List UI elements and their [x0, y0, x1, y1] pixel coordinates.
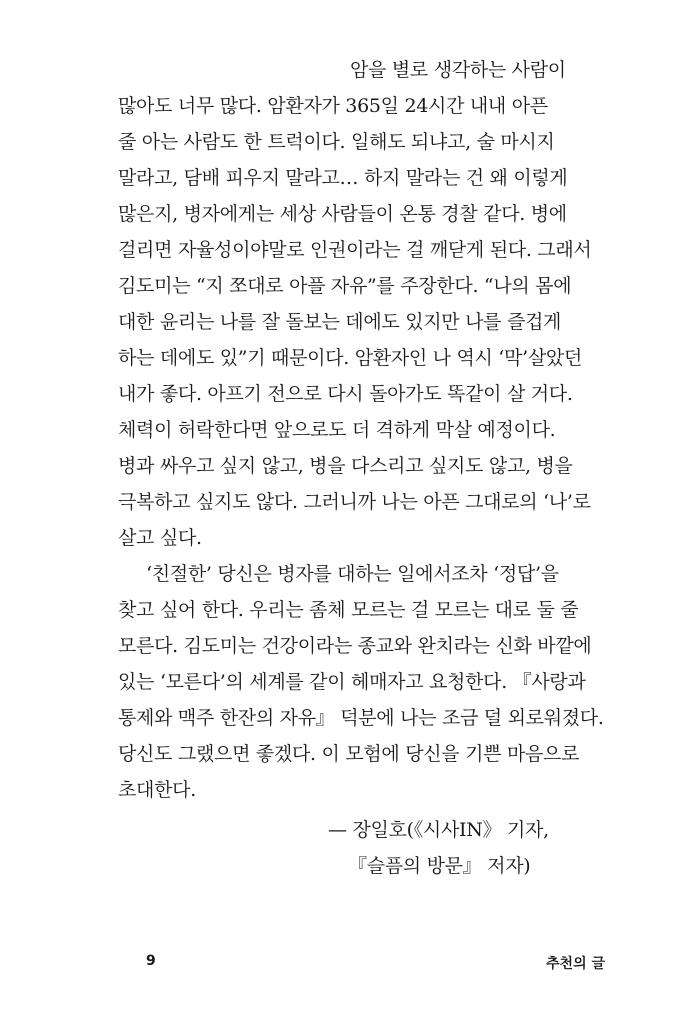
signature-line: — 장일호(《시사IN》 기자, [328, 819, 549, 841]
text-line: 극복하고 싶지도 않다. 그러니까 나는 아픈 그대로의 ‘나’로 [118, 491, 591, 513]
text-line: 걸리면 자율성이야말로 인권이라는 걸 깨닫게 된다. 그래서 [118, 239, 592, 261]
text-line: 많아도 너무 많다. 암환자가 365일 24시간 내내 아픈 [118, 95, 548, 117]
text-line: 말라고, 담배 피우지 말라고… 하지 말라는 건 왜 이렇게 [118, 167, 568, 189]
text-line: 초대한다. [118, 779, 196, 801]
text-line: 병과 싸우고 싶지 않고, 병을 다스리고 싶지도 않고, 병을 [118, 455, 573, 477]
section-title: 추천의 글 [546, 956, 605, 972]
text-line: ‘친절한’ 당신은 병자를 대하는 일에서조차 ‘정답’을 [146, 563, 559, 585]
text-line: 암을 별로 생각하는 사람이 [350, 59, 566, 81]
text-line: 김도미는 “지 쪼대로 아플 자유”를 주장한다. “나의 몸에 [118, 275, 572, 297]
text-line: 많은지, 병자에게는 세상 사람들이 온통 경찰 같다. 병에 [118, 203, 567, 225]
text-line: 내가 좋다. 아프기 전으로 다시 돌아가도 똑같이 살 거다. [118, 383, 573, 405]
text-line: 체력이 허락한다면 앞으로도 더 격하게 막살 예정이다. [118, 419, 556, 441]
text-line: 대한 윤리는 나를 잘 돌보는 데에도 있지만 나를 즐겁게 [118, 311, 562, 333]
text-line: 통제와 맥주 한잔의 자유』 덕분에 나는 조금 덜 외로워졌다. [118, 707, 604, 729]
text-line: 하는 데에도 있”기 때문이다. 암환자인 나 역시 ‘막’살았던 [118, 347, 582, 369]
text-line: 찾고 싶어 한다. 우리는 좀체 모르는 걸 모르는 대로 둘 줄 [118, 599, 579, 621]
text-line: 줄 아는 사람도 한 트럭이다. 일해도 되냐고, 술 마시지 [118, 131, 555, 153]
text-line: 살고 싶다. [118, 527, 202, 549]
page-number: 9 [146, 953, 156, 969]
text-line: 당신도 그랬으면 좋겠다. 이 모험에 당신을 기쁜 마음으로 [118, 743, 580, 765]
text-line: 있는 ‘모른다’의 세계를 같이 헤매자고 요청한다. 『사랑과 [118, 671, 586, 693]
text-line: 모른다. 김도미는 건강이라는 종교와 완치라는 신화 바깥에 [118, 635, 592, 657]
signature-line: 『슬픔의 방문』 저자) [348, 855, 531, 877]
